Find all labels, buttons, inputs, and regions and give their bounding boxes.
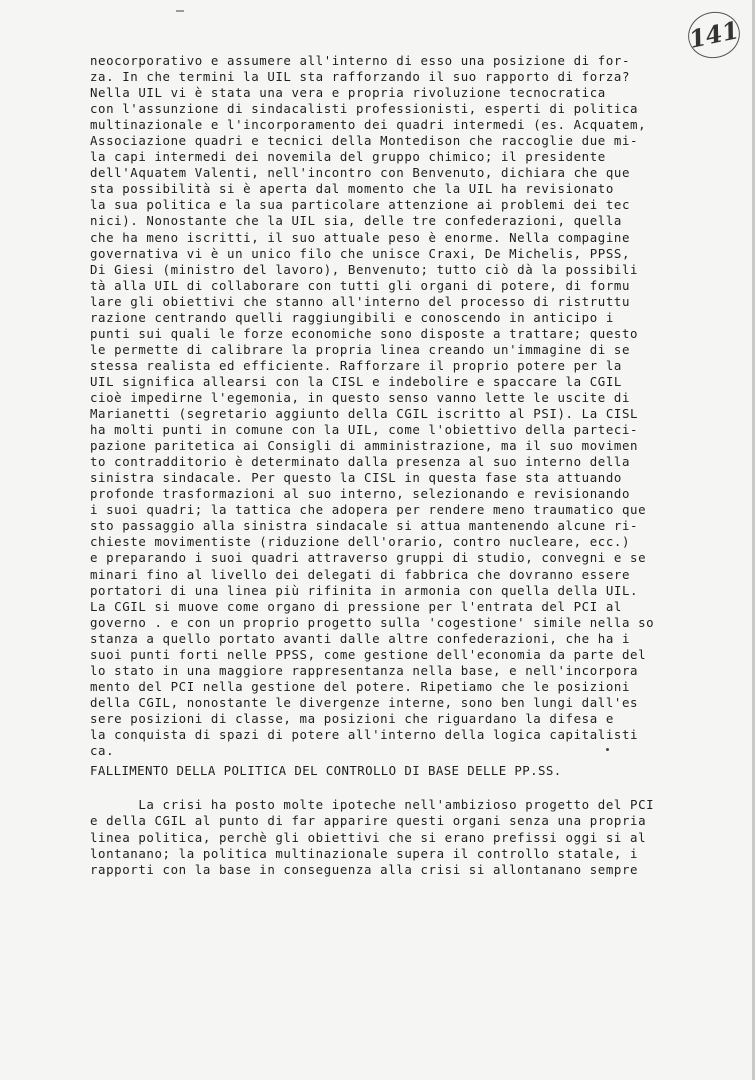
text-line: sta possibilità si è aperta dal momento che la UIL ha revisionato bbox=[90, 181, 614, 197]
text-line: governo . e con un proprio progetto sulla 'cogestione' simile nella so bbox=[90, 614, 655, 630]
text-line: governativa vi è un unico filo che unisce Craxi, De Michelis, PPSS, bbox=[90, 245, 631, 261]
text-line: linea politica, perchè gli obiettivi che si erano prefissi oggi si al bbox=[90, 829, 647, 845]
text-line: portatori di una linea più rifinita in armonia con quella della UIL. bbox=[90, 582, 639, 598]
text-line: suoi punti forti nelle PPSS, come gestione dell'economia da parte del bbox=[90, 646, 647, 662]
text-line: e della CGIL al punto di far apparire questi organi senza una propria bbox=[90, 813, 647, 829]
text-line: la capi intermedi dei novemila del gruppo chimico; il presidente bbox=[90, 149, 606, 165]
text-line: che ha meno iscritti, il suo attuale peso è enorme. Nella compagine bbox=[90, 229, 631, 245]
text-line: dell'Aquatem Valenti, nell'incontro con Benvenuto, dichiara che que bbox=[90, 165, 631, 181]
text-line: stessa realista ed efficiente. Rafforzare il proprio potere per la bbox=[90, 357, 622, 373]
text-line: UIL significa allearsi con la CISL e indebolire e spaccare la CGIL bbox=[90, 373, 622, 389]
text-line: mento del PCI nella gestione del potere. Ripetiamo che le posizioni bbox=[90, 678, 631, 694]
text-line: chieste movimentiste (riduzione dell'orario, contro nucleare, ecc.) bbox=[90, 534, 631, 550]
text-line: sinistra sindacale. Per questo la CISL in questa fase sta attuando bbox=[90, 470, 622, 486]
text-line: za. In che termini la UIL sta rafforzando il suo rapporto di forza? bbox=[90, 69, 631, 85]
text-line: della CGIL, nonostante le divergenze interne, sono ben lungi dall'es bbox=[90, 694, 639, 710]
text-line: Nella UIL vi è stata una vera e propria rivoluzione tecnocratica bbox=[90, 85, 606, 101]
text-line: neocorporativo e assumere all'interno di esso una posizione di for- bbox=[90, 53, 631, 68]
text-line: ca. bbox=[90, 743, 115, 759]
text-line: minari fino al livello dei delegati di fabbrica che dovranno essere bbox=[90, 566, 631, 582]
text-line: la conquista di spazi di potere all'interno della logica capitalisti bbox=[90, 726, 639, 742]
text-line: profonde trasformazioni al suo interno, selezionando e revisionando bbox=[90, 486, 631, 502]
text-line: to contradditorio è determinato dalla presenza al suo interno della bbox=[90, 454, 631, 470]
scan-mark bbox=[176, 10, 184, 12]
body-paragraph bbox=[90, 53, 740, 759]
text-line: lontanano; la politica multinazionale supera il controllo statale, i bbox=[90, 845, 639, 861]
text-line: lo stato in una maggiore rappresentanza nella base, e nell'incorpora bbox=[90, 662, 639, 678]
text-line: i suoi quadri; la tattica che adopera per rendere meno traumatico que bbox=[90, 502, 647, 518]
text-line: sto passaggio alla sinistra sindacale si attua mantenendo alcune ri- bbox=[90, 518, 639, 534]
text-line: razione centrando quelli raggiungibili e conoscendo in anticipo i bbox=[90, 309, 614, 325]
text-line: stanza a quello portato avanti dalle altre confederazioni, che ha i bbox=[90, 630, 631, 646]
text-line: con l'assunzione di sindacalisti professionisti, esperti di politica bbox=[90, 101, 639, 117]
page-number-stamp: 141 bbox=[684, 7, 744, 63]
text-line: Marianetti (segretario aggiunto della CGIL iscritto al PSI). La CISL bbox=[90, 406, 639, 422]
text-line: punti sui quali le forze economiche sono disposte a trattare; questo bbox=[90, 325, 639, 341]
text-line: ha molti punti in comune con la UIL, come l'obiettivo della parteci- bbox=[90, 422, 639, 438]
text-line: sere posizioni di classe, ma posizioni che riguardano la difesa e bbox=[90, 710, 614, 726]
text-line: tà alla UIL di collaborare con tutti gli organi di potere, di formu bbox=[90, 277, 631, 293]
text-line: Associazione quadri e tecnici della Montedison che raccoglie due mi- bbox=[90, 133, 639, 149]
text-line: la sua politica e la sua particolare attenzione ai problemi dei tec bbox=[90, 197, 631, 213]
text-line: multinazionale e l'incorporamento dei quadri intermedi (es. Acquatem, bbox=[90, 117, 647, 133]
text-line: La crisi ha posto molte ipoteche nell'ambizioso progetto del PCI bbox=[90, 797, 655, 812]
text-line: le permette di calibrare la propria linea creando un'immagine di se bbox=[90, 341, 631, 357]
text-line: nici). Nonostante che la UIL sia, delle tre confederazioni, quella bbox=[90, 213, 622, 229]
text-line: rapporti con la base in conseguenza alla crisi si allontanano sempre bbox=[90, 862, 639, 878]
text-line: La CGIL si muove come organo di pressione per l'entrata del PCI al bbox=[90, 598, 622, 614]
section-paragraph bbox=[90, 797, 740, 878]
section-heading: FALLIMENTO DELLA POLITICA DEL CONTROLLO DI BASE DELLE PP.SS. bbox=[90, 763, 562, 778]
ink-dot bbox=[606, 748, 609, 751]
text-line: lare gli obiettivi che stanno all'interno del processo di ristruttu bbox=[90, 293, 631, 309]
text-line: e preparando i suoi quadri attraverso gruppi di studio, convegni e se bbox=[90, 550, 647, 566]
text-line: Di Giesi (ministro del lavoro), Benvenuto; tutto ciò dà la possibili bbox=[90, 261, 639, 277]
text-line: pazione paritetica ai Consigli di amministrazione, ma il suo movimen bbox=[90, 438, 639, 454]
text-line: cioè impedirne l'egemonia, in questo senso vanno lette le uscite di bbox=[90, 389, 631, 405]
